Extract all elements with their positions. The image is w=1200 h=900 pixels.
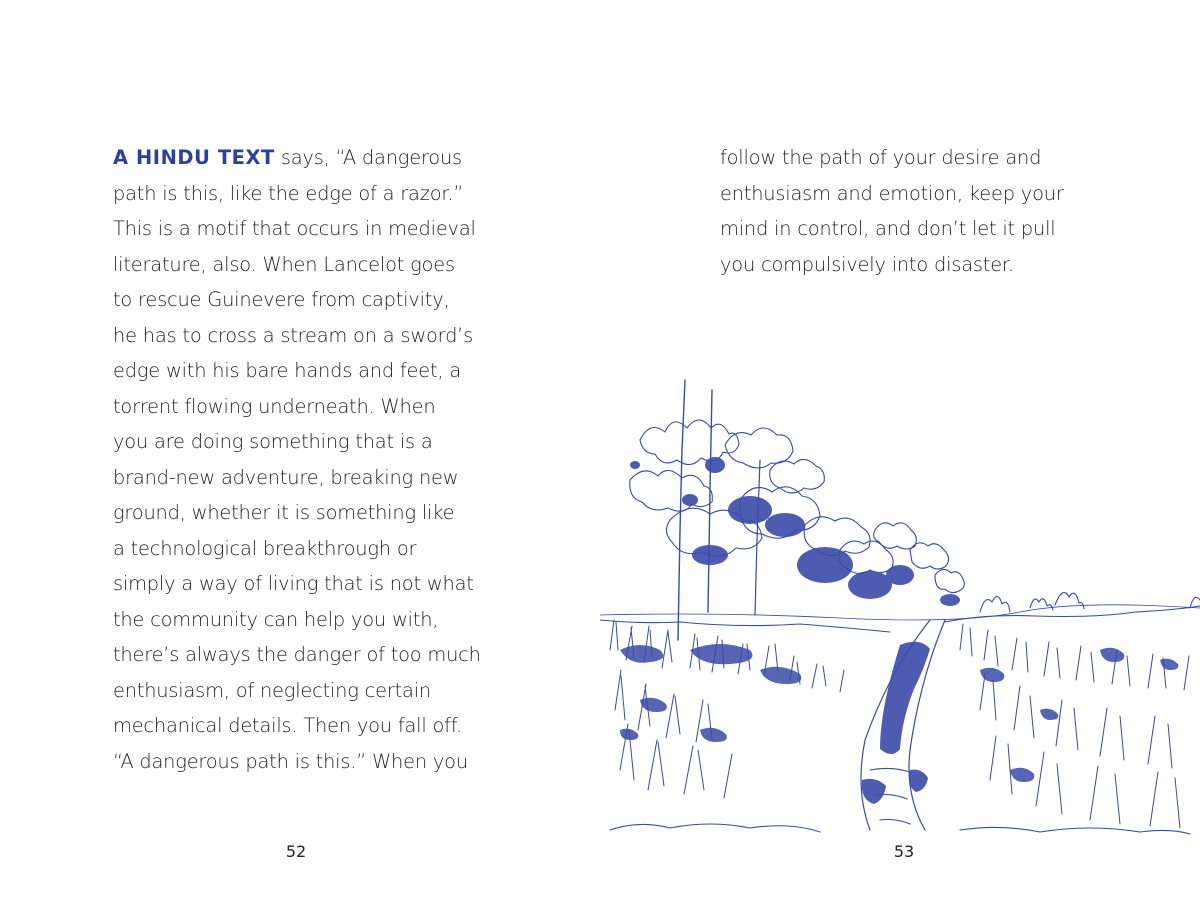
text-line: he has to cross a stream on a sword’s	[113, 323, 474, 347]
text-line: follow the path of your desire and	[720, 146, 1042, 169]
right-page-text	[720, 140, 1064, 282]
text-line: ground, whether it is something like	[113, 501, 455, 524]
landscape-sketch-icon	[600, 350, 1200, 840]
text-line: edge with his bare hands and feet, a	[113, 359, 462, 382]
text-line: This is a motif that occurs in medieval	[113, 217, 476, 240]
text-line: there’s always the danger of too much	[113, 643, 481, 666]
text-line: mind in control, and don’t let it pull	[720, 217, 1056, 240]
text-line: simply a way of living that is not what	[113, 572, 474, 595]
text-line: mechanical details. Then you fall off.	[113, 714, 462, 737]
text-line: torrent flowing underneath. When	[113, 394, 436, 418]
text-line: “A dangerous path is this.” When you	[113, 749, 468, 773]
right-page	[600, 0, 1200, 900]
text-line	[113, 140, 481, 176]
text-line: enthusiasm, of neglecting certain	[113, 678, 431, 702]
page-number: 52	[285, 842, 307, 861]
text-line: a technological breakthrough or	[113, 536, 417, 560]
text-line: path is this, like the edge of a razor.”	[113, 181, 464, 205]
text-line: enthusiasm and emotion, keep your	[720, 181, 1064, 205]
text-line: brand-new adventure, breaking new	[113, 465, 459, 489]
text-line: you compulsively into disaster.	[720, 252, 1014, 276]
text-line: you are doing something that is a	[113, 430, 433, 453]
page-number: 53	[893, 842, 915, 861]
text-line: to rescue Guinevere from captivity,	[113, 288, 450, 311]
text-line: the community can help you with,	[113, 607, 439, 631]
text-line: literature, also. When Lancelot goes	[113, 252, 455, 276]
first-line-text: says, “A dangerous	[274, 146, 462, 169]
lead-in: A HINDU TEXT	[113, 146, 275, 169]
left-page-text	[113, 140, 481, 779]
